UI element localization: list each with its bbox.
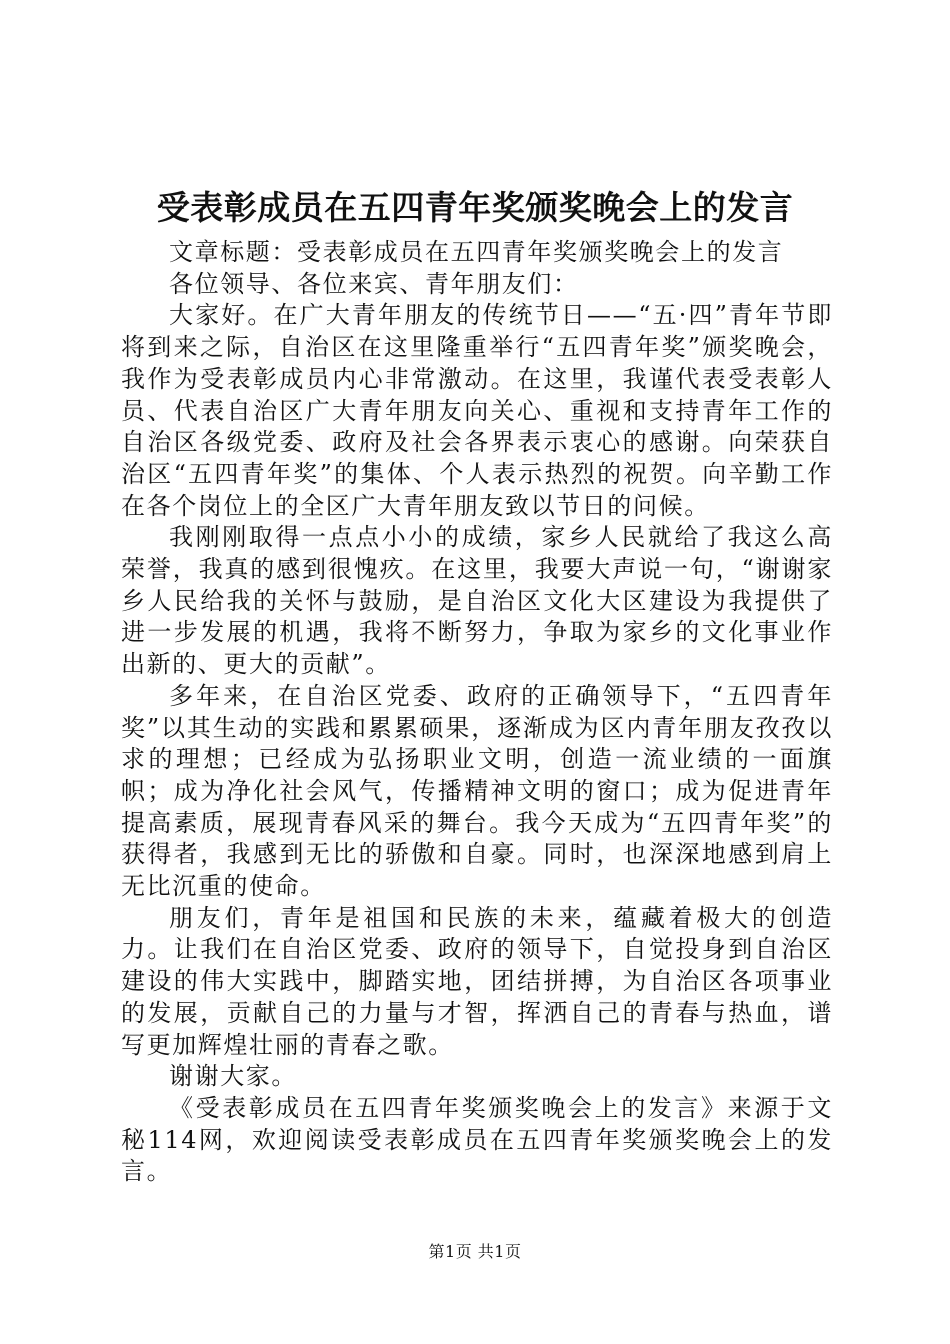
paragraph-award-meaning: 多年来，在自治区党委、政府的正确领导下，“五四青年奖”以其生动的实践和累累硕果，逐渐成为区内青年朋友孜孜以求的理想；已经成为弘扬职业文明，创造一流业绩的一面旗帜；成为净化社会风气，传播精神文明的窗口；成为促进青年提高素质，展现青春风采的舞台。我今天成为“五四青年奖”的获得者，我感到无比的骄傲和自豪。同时，也深深地感到肩上无比沉重的使命。 bbox=[121, 681, 833, 901]
document-body bbox=[121, 237, 833, 1188]
paragraph-call-to-action: 朋友们，青年是祖国和民族的未来，蕴藏着极大的创造力。让我们在自治区党委、政府的领导下，自觉投身到自治区建设的伟大实践中，脚踏实地，团结拼搏，为自治区各项事业的发展，贡献自己的力量与才智，挥洒自己的青春与热血，谱写更加辉煌壮丽的青春之歌。 bbox=[121, 903, 833, 1059]
paragraph-thanks: 谢谢大家。 bbox=[169, 1062, 297, 1091]
document-title: 受表彰成员在五四青年奖颁奖晚会上的发言 bbox=[156, 188, 794, 227]
paragraph-article-title: 文章标题：受表彰成员在五四青年奖颁奖晚会上的发言 bbox=[169, 238, 784, 266]
paragraph-gratitude: 我刚刚取得一点点小小的成绩，家乡人民就给了我这么高荣誉，我真的感到很愧疚。在这里，我要大声说一句，“谢谢家乡人民给我的关怀与鼓励，是自治区文化大区建设为我提供了进一步发展的机遇，我将不断努力，争取为家乡的文化事业作出新的、更大的贡献”。 bbox=[121, 523, 833, 679]
page-number: 第1页 共1页 bbox=[428, 1242, 522, 1261]
paragraph-source: 《受表彰成员在五四青年奖颁奖晚会上的发言》来源于文秘114网，欢迎阅读受表彰成员在五四青年奖颁奖晚会上的发言。 bbox=[121, 1093, 833, 1186]
paragraph-salutation: 各位领导、各位来宾、青年朋友们： bbox=[169, 269, 579, 298]
paragraph-greeting: 大家好。在广大青年朋友的传统节日——“五·四”青年节即将到来之际，自治区在这里隆重举行“五四青年奖”颁奖晚会，我作为受表彰成员内心非常激动。在这里，我谨代表受表彰人员、代表自治区广大青年朋友向关心、重视和支持青年工作的自治区各级党委、政府及社会各界表示衷心的感谢。向荣获自治区“五四青年奖”的集体、个人表示热烈的祝贺。向辛勤工作在各个岗位上的全区广大青年朋友致以节日的问候。 bbox=[121, 301, 833, 520]
